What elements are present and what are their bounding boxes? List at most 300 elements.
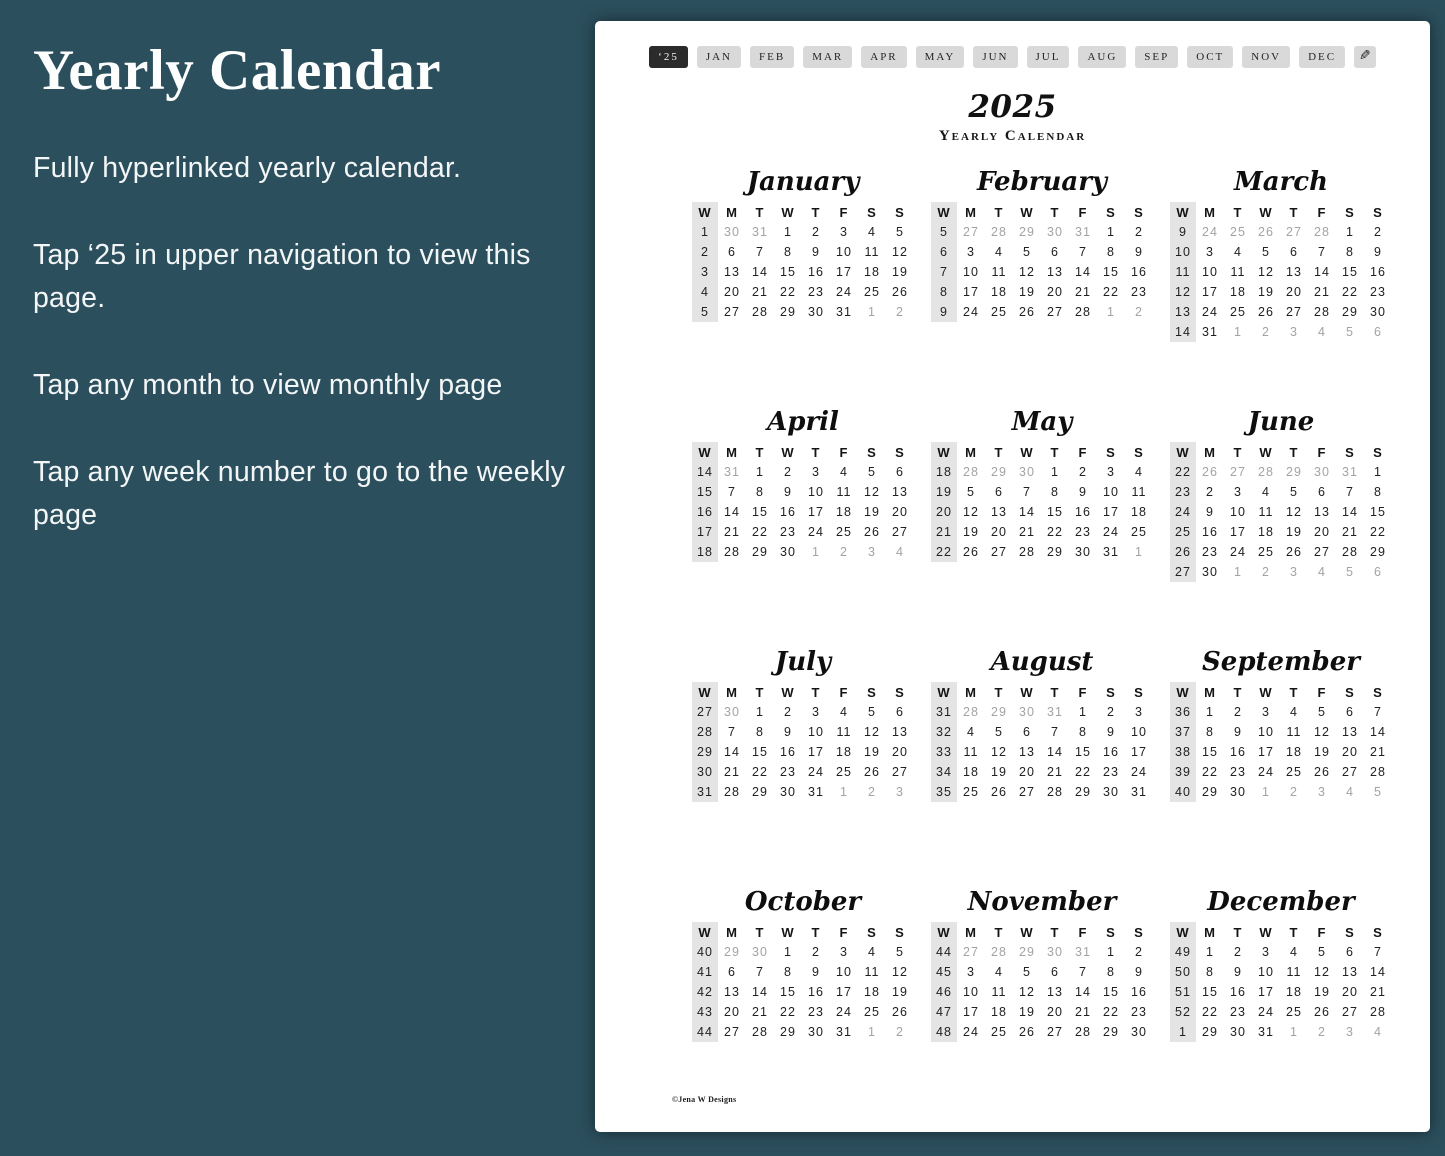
day-col-header: F (839, 924, 849, 940)
week-row (931, 982, 1153, 1002)
day-cell: 8 (1107, 245, 1115, 259)
week-number[interactable]: 36 (1170, 702, 1196, 722)
week-row (1170, 762, 1392, 782)
day-cell: 17 (836, 985, 852, 999)
week-number[interactable]: 20 (931, 502, 957, 522)
week-row (931, 262, 1153, 282)
day-cell: 2 (812, 225, 820, 239)
day-cell: 6 (728, 965, 736, 979)
day-header-row (692, 682, 914, 702)
week-row (692, 762, 914, 782)
week-row (931, 722, 1153, 742)
day-cell: 9 (784, 485, 792, 499)
day-cell: 5 (896, 225, 904, 239)
week-number[interactable]: 24 (1170, 502, 1196, 522)
month-grid-november (931, 922, 1153, 1042)
day-cell: 16 (808, 265, 824, 279)
nav-month-oct[interactable]: OCT (1187, 46, 1233, 68)
day-cell: 31 (1202, 325, 1218, 339)
year-title: 2025 (968, 89, 1057, 125)
week-number[interactable]: 23 (1170, 482, 1196, 502)
day-cell: 23 (1075, 525, 1091, 539)
day-col-header: S (1345, 444, 1355, 460)
day-cell: 11 (1286, 965, 1302, 979)
day-cell: 7 (1079, 245, 1087, 259)
week-row (1170, 562, 1392, 582)
week-number[interactable]: 13 (1170, 302, 1196, 322)
day-col-header: M (726, 444, 738, 460)
week-number[interactable]: 52 (1170, 1002, 1196, 1022)
week-col-header: W (692, 922, 718, 942)
day-col-header: F (839, 444, 849, 460)
week-number[interactable]: 27 (692, 702, 718, 722)
nav-month-nov[interactable]: NOV (1242, 46, 1290, 68)
day-cell: 4 (1234, 245, 1242, 259)
day-cell: 2 (1107, 705, 1115, 719)
day-cell: 30 (1047, 225, 1063, 239)
week-number[interactable]: 41 (692, 962, 718, 982)
week-number[interactable]: 29 (692, 742, 718, 762)
day-col-header: W (1020, 204, 1034, 220)
day-cell: 23 (1202, 545, 1218, 559)
day-cell: 31 (1258, 1025, 1274, 1039)
week-number[interactable]: 25 (1170, 522, 1196, 542)
week-col-header: W (692, 442, 718, 462)
day-cell: 3 (812, 705, 820, 719)
day-header-row (1170, 442, 1392, 462)
day-cell: 17 (963, 1005, 979, 1019)
day-cell: 20 (1019, 765, 1035, 779)
week-number[interactable]: 6 (931, 242, 957, 262)
week-number[interactable]: 51 (1170, 982, 1196, 1002)
credit-text: ©Jena W Designs (672, 1095, 737, 1104)
day-cell: 28 (724, 785, 740, 799)
week-number[interactable]: 18 (692, 542, 718, 562)
day-cell: 29 (991, 465, 1007, 479)
day-cell: 2 (1318, 1025, 1326, 1039)
month-title-may[interactable]: May (1011, 407, 1073, 437)
week-row (1170, 542, 1392, 562)
week-number[interactable]: 38 (1170, 742, 1196, 762)
day-cell: 30 (780, 785, 796, 799)
week-number[interactable]: 33 (931, 742, 957, 762)
day-cell: 1 (1234, 565, 1242, 579)
day-cell: 9 (1374, 245, 1382, 259)
day-cell: 1 (756, 465, 764, 479)
month-title-april[interactable]: April (767, 407, 839, 437)
day-col-header: T (811, 684, 821, 700)
day-cell: 29 (1019, 225, 1035, 239)
week-row (1170, 722, 1392, 742)
nav-month-jun[interactable]: JUN (973, 46, 1017, 68)
day-cell: 13 (1047, 265, 1063, 279)
panel-paragraph: Fully hyperlinked yearly calendar. (33, 151, 462, 184)
day-col-header: W (1259, 204, 1273, 220)
week-row (692, 942, 914, 962)
day-cell: 18 (963, 765, 979, 779)
day-cell: 6 (995, 485, 1003, 499)
week-number[interactable]: 47 (931, 1002, 957, 1022)
day-cell: 29 (780, 305, 796, 319)
day-cell: 3 (840, 225, 848, 239)
week-number[interactable]: 31 (931, 702, 957, 722)
week-number[interactable]: 11 (1170, 262, 1196, 282)
week-row (692, 1022, 914, 1042)
day-cell: 30 (752, 945, 768, 959)
day-col-header: F (839, 684, 849, 700)
day-cell: 29 (1342, 305, 1358, 319)
week-row (931, 522, 1153, 542)
nav-month-dec[interactable]: DEC (1299, 46, 1345, 68)
month-grid-october (692, 922, 914, 1042)
day-cell: 13 (1314, 505, 1330, 519)
day-cell: 22 (780, 1005, 796, 1019)
day-cell: 16 (1230, 985, 1246, 999)
day-col-header: F (1317, 684, 1327, 700)
week-number[interactable]: 9 (931, 302, 957, 322)
day-col-header: S (1134, 444, 1144, 460)
day-col-header: F (1317, 924, 1327, 940)
week-number[interactable]: 30 (692, 762, 718, 782)
month-august (931, 647, 1153, 887)
day-cell: 29 (1103, 1025, 1119, 1039)
day-col-header: T (1233, 684, 1243, 700)
day-cell: 29 (1019, 945, 1035, 959)
nav-month-jul[interactable]: JUL (1027, 46, 1070, 68)
day-cell: 10 (836, 245, 852, 259)
day-cell: 24 (808, 765, 824, 779)
day-cell: 28 (752, 305, 768, 319)
week-row (1170, 302, 1392, 322)
month-title-september[interactable]: September (1202, 647, 1360, 677)
week-row (1170, 262, 1392, 282)
day-cell: 27 (892, 525, 908, 539)
day-cell: 17 (963, 285, 979, 299)
week-number[interactable]: 12 (1170, 282, 1196, 302)
day-cell: 22 (1103, 1005, 1119, 1019)
day-cell: 14 (1075, 985, 1091, 999)
day-cell: 8 (1374, 485, 1382, 499)
week-number[interactable]: 34 (931, 762, 957, 782)
nav-month-may[interactable]: MAY (916, 46, 965, 68)
day-col-header: S (1134, 204, 1144, 220)
day-col-header: W (1259, 684, 1273, 700)
week-number[interactable]: 3 (692, 262, 718, 282)
week-number[interactable]: 44 (931, 942, 957, 962)
day-header-row (1170, 202, 1392, 222)
day-cell: 28 (1314, 305, 1330, 319)
nav-month-apr[interactable]: APR (861, 46, 906, 68)
day-cell: 9 (784, 725, 792, 739)
day-col-header: S (895, 204, 905, 220)
day-col-header: T (1233, 444, 1243, 460)
day-col-header: W (781, 204, 795, 220)
day-cell: 20 (724, 285, 740, 299)
day-cell: 4 (995, 245, 1003, 259)
week-row (692, 1002, 914, 1022)
day-cell: 30 (1103, 785, 1119, 799)
month-title-august[interactable]: August (990, 647, 1094, 677)
day-cell: 13 (892, 485, 908, 499)
week-number[interactable]: 35 (931, 782, 957, 802)
day-cell: 14 (752, 265, 768, 279)
day-cell: 5 (868, 705, 876, 719)
month-november (931, 887, 1153, 1127)
day-cell: 13 (991, 505, 1007, 519)
week-row (692, 222, 914, 242)
month-october (692, 887, 914, 1127)
day-cell: 4 (1318, 325, 1326, 339)
day-cell: 23 (1131, 285, 1147, 299)
day-col-header: S (1134, 684, 1144, 700)
day-cell: 9 (1135, 245, 1143, 259)
week-col-header: W (1170, 922, 1196, 942)
day-cell: 31 (724, 465, 740, 479)
day-cell: 16 (1202, 525, 1218, 539)
day-cell: 3 (1107, 465, 1115, 479)
week-number[interactable]: 45 (931, 962, 957, 982)
day-cell: 8 (784, 245, 792, 259)
week-number[interactable]: 9 (1170, 222, 1196, 242)
day-cell: 5 (1023, 245, 1031, 259)
week-number[interactable]: 50 (1170, 962, 1196, 982)
day-cell: 21 (752, 285, 768, 299)
week-number[interactable]: 4 (692, 282, 718, 302)
day-cell: 14 (1370, 725, 1386, 739)
day-col-header: T (755, 684, 765, 700)
day-cell: 6 (1051, 965, 1059, 979)
nav-month-jan[interactable]: JAN (697, 46, 741, 68)
day-cell: 24 (963, 305, 979, 319)
day-cell: 10 (963, 265, 979, 279)
nav-month-mar[interactable]: MAR (803, 46, 852, 68)
week-number[interactable]: 16 (692, 502, 718, 522)
day-cell: 3 (1135, 705, 1143, 719)
day-cell: 11 (836, 485, 852, 499)
day-cell: 4 (1290, 705, 1298, 719)
day-cell: 28 (1075, 305, 1091, 319)
day-cell: 2 (784, 705, 792, 719)
day-cell: 2 (1374, 225, 1382, 239)
week-number[interactable]: 32 (931, 722, 957, 742)
month-title-january[interactable]: January (746, 167, 860, 197)
day-cell: 19 (864, 505, 880, 519)
day-cell: 7 (756, 965, 764, 979)
day-cell: 30 (780, 545, 796, 559)
month-grid-december (1170, 922, 1392, 1042)
week-number[interactable]: 22 (1170, 462, 1196, 482)
day-header-row (692, 922, 914, 942)
day-cell: 3 (868, 545, 876, 559)
month-title-july[interactable]: July (774, 647, 832, 677)
week-number[interactable]: 19 (931, 482, 957, 502)
month-title-november[interactable]: November (967, 887, 1117, 917)
month-title-october[interactable]: October (744, 887, 862, 917)
day-col-header: S (867, 204, 877, 220)
day-cell: 19 (1019, 285, 1035, 299)
week-number[interactable]: 40 (1170, 782, 1196, 802)
day-cell: 27 (1342, 765, 1358, 779)
week-number[interactable]: 46 (931, 982, 957, 1002)
week-row (1170, 502, 1392, 522)
day-cell: 15 (1342, 265, 1358, 279)
day-cell: 26 (1019, 1025, 1035, 1039)
day-cell: 22 (1342, 285, 1358, 299)
day-cell: 11 (836, 725, 852, 739)
day-col-header: S (1373, 684, 1383, 700)
day-cell: 16 (1230, 745, 1246, 759)
month-title-march[interactable]: March (1233, 167, 1329, 197)
week-number[interactable]: 22 (931, 542, 957, 562)
day-cell: 14 (1370, 965, 1386, 979)
day-cell: 30 (808, 1025, 824, 1039)
day-cell: 20 (892, 745, 908, 759)
day-cell: 30 (1230, 1025, 1246, 1039)
day-cell: 26 (892, 1005, 908, 1019)
day-cell: 12 (1314, 725, 1330, 739)
nav-month-feb[interactable]: FEB (750, 46, 794, 68)
week-number[interactable]: 26 (1170, 542, 1196, 562)
day-cell: 4 (840, 705, 848, 719)
day-col-header: M (726, 204, 738, 220)
month-title-june[interactable]: June (1247, 407, 1315, 437)
day-cell: 8 (756, 725, 764, 739)
edit-pencil-button[interactable] (1354, 46, 1376, 68)
day-cell: 8 (784, 965, 792, 979)
week-number[interactable]: 18 (931, 462, 957, 482)
day-cell: 28 (991, 945, 1007, 959)
day-cell: 21 (1075, 1005, 1091, 1019)
panel-title: Yearly Calendar (33, 39, 442, 102)
week-row (931, 482, 1153, 502)
day-cell: 3 (1318, 785, 1326, 799)
day-cell: 28 (1370, 1005, 1386, 1019)
week-number[interactable]: 8 (931, 282, 957, 302)
day-col-header: S (1373, 924, 1383, 940)
day-cell: 10 (963, 985, 979, 999)
day-cell: 10 (1258, 965, 1274, 979)
week-number[interactable]: 40 (692, 942, 718, 962)
day-cell: 4 (1262, 485, 1270, 499)
week-number[interactable]: 31 (692, 782, 718, 802)
day-cell: 26 (1314, 765, 1330, 779)
day-cell: 2 (840, 545, 848, 559)
week-number[interactable]: 43 (692, 1002, 718, 1022)
day-cell: 17 (808, 745, 824, 759)
day-cell: 10 (808, 485, 824, 499)
week-number[interactable]: 17 (692, 522, 718, 542)
day-cell: 28 (1258, 465, 1274, 479)
day-cell: 22 (1370, 525, 1386, 539)
day-cell: 19 (963, 525, 979, 539)
day-cell: 24 (1103, 525, 1119, 539)
day-cell: 17 (836, 265, 852, 279)
day-cell: 11 (963, 745, 979, 759)
day-cell: 29 (1286, 465, 1302, 479)
day-cell: 30 (1019, 465, 1035, 479)
day-cell: 31 (1075, 225, 1091, 239)
day-header-row (692, 202, 914, 222)
nav-month-aug[interactable]: AUG (1078, 46, 1126, 68)
day-cell: 12 (1286, 505, 1302, 519)
week-number[interactable]: 27 (1170, 562, 1196, 582)
week-number[interactable]: 28 (692, 722, 718, 742)
day-cell: 1 (1206, 705, 1214, 719)
week-col-header: W (1170, 682, 1196, 702)
week-number[interactable]: 49 (1170, 942, 1196, 962)
day-cell: 15 (1202, 985, 1218, 999)
day-cell: 2 (812, 945, 820, 959)
week-number[interactable]: 2 (692, 242, 718, 262)
day-cell: 30 (808, 305, 824, 319)
week-number[interactable]: 1 (1170, 1022, 1196, 1042)
day-cell: 21 (1342, 525, 1358, 539)
day-cell: 10 (1131, 725, 1147, 739)
day-cell: 15 (1103, 985, 1119, 999)
day-cell: 19 (864, 745, 880, 759)
day-cell: 23 (1370, 285, 1386, 299)
day-cell: 12 (1314, 965, 1330, 979)
nav-month-sep[interactable]: SEP (1135, 46, 1178, 68)
day-cell: 11 (1258, 505, 1274, 519)
day-cell: 15 (1047, 505, 1063, 519)
month-title-february[interactable]: February (976, 167, 1107, 197)
day-cell: 27 (963, 945, 979, 959)
week-row (1170, 462, 1392, 482)
nav-year-button[interactable]: ‘25 (649, 46, 688, 68)
week-number[interactable]: 7 (931, 262, 957, 282)
week-number[interactable]: 5 (692, 302, 718, 322)
week-number[interactable]: 15 (692, 482, 718, 502)
day-cell: 1 (1107, 305, 1115, 319)
day-cell: 25 (1258, 545, 1274, 559)
day-cell: 31 (808, 785, 824, 799)
week-number[interactable]: 1 (692, 222, 718, 242)
day-cell: 29 (1047, 545, 1063, 559)
week-row (1170, 222, 1392, 242)
day-cell: 3 (1206, 245, 1214, 259)
week-number[interactable]: 37 (1170, 722, 1196, 742)
day-cell: 30 (1019, 705, 1035, 719)
day-cell: 25 (1230, 305, 1246, 319)
day-cell: 18 (864, 265, 880, 279)
day-cell: 13 (1342, 725, 1358, 739)
day-cell: 6 (1346, 945, 1354, 959)
day-cell: 18 (1286, 985, 1302, 999)
week-row (692, 962, 914, 982)
week-number[interactable]: 10 (1170, 242, 1196, 262)
day-cell: 26 (963, 545, 979, 559)
day-cell: 24 (836, 285, 852, 299)
day-cell: 17 (1202, 285, 1218, 299)
month-title-december[interactable]: December (1207, 887, 1355, 917)
months-grid (692, 167, 1392, 1127)
week-number[interactable]: 14 (692, 462, 718, 482)
day-cell: 22 (1103, 285, 1119, 299)
week-number[interactable]: 44 (692, 1022, 718, 1042)
week-number[interactable]: 5 (931, 222, 957, 242)
week-number[interactable]: 39 (1170, 762, 1196, 782)
week-number[interactable]: 21 (931, 522, 957, 542)
day-cell: 16 (808, 985, 824, 999)
day-cell: 26 (1019, 305, 1035, 319)
day-header-row (931, 922, 1153, 942)
week-row (692, 462, 914, 482)
day-col-header: T (811, 204, 821, 220)
week-number[interactable]: 48 (931, 1022, 957, 1042)
week-number[interactable]: 42 (692, 982, 718, 1002)
week-number[interactable]: 14 (1170, 322, 1196, 342)
